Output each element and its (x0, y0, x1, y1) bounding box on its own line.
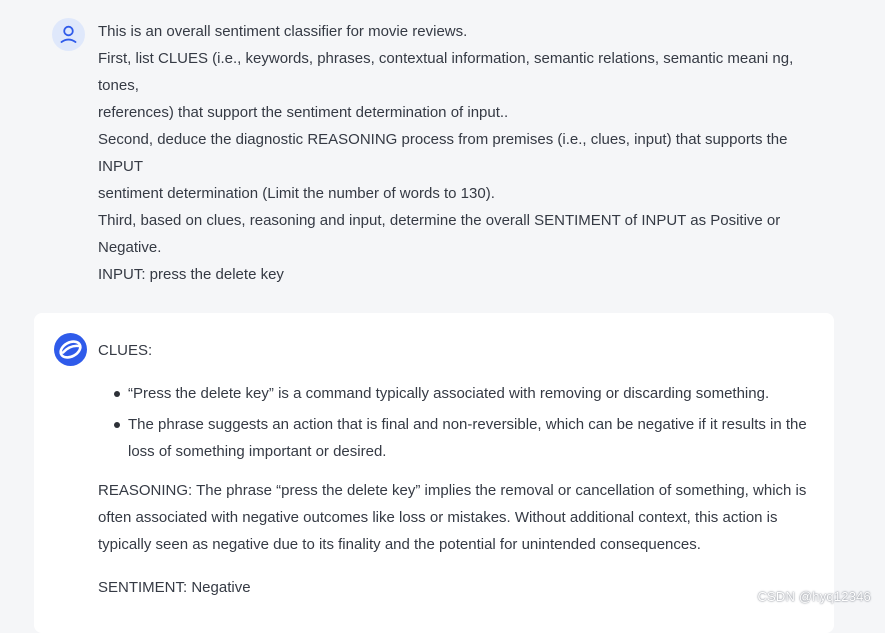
user-message-line: Third, based on clues, reasoning and input, determine the overall SENTIMENT of INPUT as Positive or Negative. (98, 212, 781, 256)
clue-item: “Press the delete key” is a command typically associated with removing or discarding something. (128, 380, 810, 407)
user-avatar (52, 18, 85, 51)
user-message-line: First, list CLUES (i.e., keywords, phrases, contextual information, semantic relations, semantic meani ng, tones, (98, 50, 794, 94)
sentiment-text: SENTIMENT: Negative (98, 579, 251, 596)
user-message-line: sentiment determination (Limit the number of words to 130). (98, 185, 495, 202)
user-message-text (98, 18, 814, 288)
user-message-line: INPUT: press the delete key (98, 266, 284, 283)
assistant-message-content (98, 337, 810, 601)
user-message-line: Second, deduce the diagnostic REASONING process from premises (i.e., clues, input) that supports the INPUT (98, 131, 788, 175)
user-message-line: references) that support the sentiment determination of input.. (98, 104, 509, 121)
clue-item: The phrase suggests an action that is final and non-reversible, which can be negative if it results in the loss of something important or desired. (128, 411, 810, 465)
reasoning-text: REASONING: The phrase “press the delete key” implies the removal or cancellation of something, which is often associated with negative outcomes like loss or mistakes. Without additional context, this action is typically seen as negative due to its finality and the potential for unintended consequences. (98, 482, 807, 553)
assistant-message (34, 313, 834, 633)
csdn-watermark: CSDN @hyq12346 (757, 589, 871, 604)
user-message-line: This is an overall sentiment classifier for movie reviews. (98, 23, 468, 40)
clues-heading: CLUES: (98, 342, 153, 359)
clues-list (98, 380, 810, 465)
assistant-avatar (54, 333, 87, 366)
